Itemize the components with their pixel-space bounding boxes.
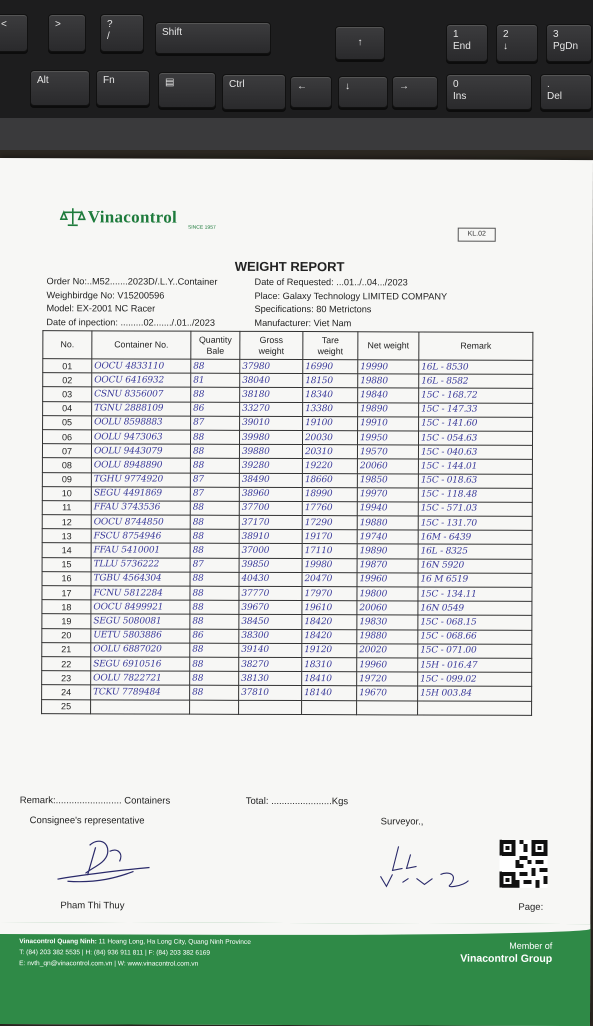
cell-tare: 18410 bbox=[302, 672, 357, 686]
cell-quantity: 88 bbox=[190, 515, 239, 529]
key-menu: ▤ bbox=[158, 72, 216, 108]
office-address: 11 Hoang Long, Ha Long City, Quang Ninh Province bbox=[96, 938, 251, 946]
cell-remark: 15C - 141.60 bbox=[419, 417, 533, 432]
group-name: Vinacontrol Group bbox=[460, 952, 553, 965]
cell-container-no: TGBU 4564304 bbox=[91, 572, 190, 587]
cell-tare: 18990 bbox=[302, 487, 357, 501]
key-left-arrow: ← bbox=[290, 76, 332, 108]
key-numpad-1: 1 End bbox=[446, 24, 488, 62]
cell-remark: 16N 0549 bbox=[418, 601, 532, 616]
cell-remark: 15C - 071.00 bbox=[418, 644, 532, 659]
cell-container-no: TLLU 5736222 bbox=[91, 557, 190, 572]
cell-quantity: 88 bbox=[191, 430, 240, 444]
cell-tare: 20470 bbox=[302, 572, 357, 586]
cell-net: 19840 bbox=[358, 388, 419, 402]
cell-remark: 16 M 6519 bbox=[418, 573, 532, 588]
cell-container-no: TCKU 7789484 bbox=[91, 685, 190, 700]
cell-quantity: 88 bbox=[191, 359, 240, 373]
cell-quantity: 87 bbox=[190, 487, 239, 501]
report-title: WEIGHT REPORT bbox=[234, 258, 345, 275]
cell-remark: 16N 5920 bbox=[418, 559, 532, 574]
cell-quantity: 88 bbox=[190, 529, 239, 543]
cell-tare: 18340 bbox=[303, 388, 358, 402]
office-label: Vinacontrol Quang Ninh: bbox=[19, 938, 97, 946]
cell-container-no: FFAU 5410001 bbox=[91, 543, 190, 558]
cell-quantity: 88 bbox=[190, 685, 239, 699]
cell-remark: 15C - 131.70 bbox=[418, 516, 532, 531]
footer-curve bbox=[0, 922, 590, 936]
cell-no: 11 bbox=[42, 501, 91, 515]
cell-gross: 38300 bbox=[239, 629, 302, 643]
cell-remark: 16L - 8325 bbox=[418, 544, 532, 559]
cell-net: 19960 bbox=[357, 658, 418, 672]
cell-no: 02 bbox=[43, 373, 92, 387]
cell-remark: 15C - 144.01 bbox=[418, 459, 532, 474]
cell-remark: 15C - 068.15 bbox=[418, 615, 532, 630]
cell-no: 08 bbox=[42, 458, 91, 472]
cell-net: 19570 bbox=[357, 445, 418, 459]
cell-tare: 20030 bbox=[303, 430, 358, 444]
cell-net: 19990 bbox=[358, 360, 419, 374]
cell-remark: 15C - 040.63 bbox=[418, 445, 532, 460]
cell-quantity: 88 bbox=[191, 388, 240, 402]
cell-remark: 15C - 134.11 bbox=[418, 587, 532, 602]
cell-quantity: 88 bbox=[190, 643, 239, 657]
office-contacts: E: nvth_qn@vinacontrol.com.vn | W: www.vinacontrol.com.vn bbox=[19, 960, 199, 968]
cell-no: 06 bbox=[43, 430, 92, 444]
cell-quantity: 81 bbox=[191, 373, 240, 387]
member-of: Member of bbox=[509, 940, 553, 951]
place: Place: Galaxy Technology LIMITED COMPANY bbox=[254, 290, 448, 302]
cell-container-no: OOLU 9443079 bbox=[91, 444, 190, 459]
cell-remark: 15H - 016.47 bbox=[418, 658, 532, 673]
cell-tare: 17110 bbox=[302, 544, 357, 558]
cell-net: 19890 bbox=[358, 402, 419, 416]
cell-remark: 15C - 054.63 bbox=[419, 431, 533, 446]
cell-net: 19880 bbox=[357, 629, 418, 643]
table-header-row bbox=[43, 331, 533, 361]
cell-remark bbox=[418, 700, 532, 715]
cell-gross: 38910 bbox=[239, 530, 302, 544]
cell-container-no: OOCU 8499921 bbox=[91, 600, 190, 615]
key-numpad-del: . Del bbox=[540, 74, 592, 110]
cell-net: 19890 bbox=[357, 544, 418, 558]
cell-tare: 20310 bbox=[302, 445, 357, 459]
cell-no: 13 bbox=[42, 529, 91, 543]
page-label: Page: bbox=[518, 901, 544, 913]
cell-tare: 18150 bbox=[303, 374, 358, 388]
key-shift: Shift bbox=[155, 22, 271, 54]
cell-gross: 37980 bbox=[240, 359, 303, 373]
cell-remark: 15C - 118.48 bbox=[418, 488, 532, 503]
cell-container-no: UETU 5803886 bbox=[91, 628, 190, 643]
cell-net: 20060 bbox=[357, 459, 418, 473]
cell-tare: 19120 bbox=[302, 643, 357, 657]
cell-container-no: OOCU 4833110 bbox=[92, 359, 191, 374]
cell-net: 19720 bbox=[357, 672, 418, 686]
cell-tare: 16990 bbox=[303, 360, 358, 374]
key-right-arrow: → bbox=[392, 76, 438, 108]
footer-band bbox=[0, 922, 590, 1026]
cell-no: 05 bbox=[43, 415, 92, 429]
cell-gross: 38130 bbox=[239, 671, 302, 685]
key-down-arrow: ↓ bbox=[338, 76, 388, 108]
cell-net: 19740 bbox=[357, 530, 418, 544]
weight-report-sheet bbox=[0, 158, 593, 1026]
key-ctrl: Ctrl bbox=[222, 74, 286, 110]
cell-gross: 39280 bbox=[239, 459, 302, 473]
cell-remark: 15C - 168.72 bbox=[419, 388, 533, 403]
cell-gross: 37700 bbox=[239, 501, 302, 515]
surveyor-label: Surveyor., bbox=[380, 816, 424, 828]
cell-gross: 37810 bbox=[239, 686, 302, 700]
keyboard-edge bbox=[0, 118, 593, 150]
cell-no: 21 bbox=[42, 642, 91, 656]
key-up-arrow: ↑ bbox=[335, 26, 385, 60]
key-numpad-3: 3 PgDn bbox=[546, 24, 592, 62]
cell-gross: 38490 bbox=[239, 473, 302, 487]
cell-gross: 37000 bbox=[239, 544, 302, 558]
total-kgs: Total: .......................Kgs bbox=[245, 795, 349, 808]
cell-net: 20060 bbox=[357, 601, 418, 615]
meta-right bbox=[254, 276, 447, 331]
cell-net: 19880 bbox=[357, 516, 418, 530]
weighbridge-no: Weighbirdge No: V15200596 bbox=[46, 289, 165, 301]
cell-gross: 33270 bbox=[240, 402, 303, 416]
cell-gross: 38180 bbox=[240, 388, 303, 402]
surveyor-signature bbox=[372, 844, 482, 899]
cell-no: 03 bbox=[43, 387, 92, 401]
weight-table bbox=[41, 330, 533, 715]
cell-no: 22 bbox=[42, 657, 91, 671]
col-header-gross: Gross weight bbox=[240, 331, 303, 359]
cell-quantity: 88 bbox=[190, 544, 239, 558]
cell-net: 19830 bbox=[357, 615, 418, 629]
cell-gross: 39880 bbox=[239, 444, 302, 458]
cell-tare: 18140 bbox=[302, 686, 357, 700]
cell-no: 10 bbox=[42, 486, 91, 500]
cell-tare: 19610 bbox=[302, 601, 357, 615]
cell-quantity: 88 bbox=[190, 615, 239, 629]
cell-quantity: 88 bbox=[190, 586, 239, 600]
cell-quantity: 88 bbox=[190, 444, 239, 458]
cell-net: 19970 bbox=[357, 487, 418, 501]
office-phones: T: (84) 203 382 5535 | H: (84) 936 911 811 | F: (84) 203 382 6169 bbox=[19, 949, 211, 957]
vinacontrol-logo bbox=[60, 206, 216, 231]
footer-contact bbox=[19, 936, 251, 970]
cell-tare: 18420 bbox=[302, 615, 357, 629]
col-header-net: Net weight bbox=[358, 332, 419, 360]
cell-net: 19870 bbox=[357, 558, 418, 572]
cell-remark: 16L - 8530 bbox=[419, 360, 533, 375]
key-numpad-2: 2 ↓ bbox=[496, 24, 538, 62]
cell-no: 19 bbox=[42, 614, 91, 628]
cell-container-no: FCNU 5812284 bbox=[91, 586, 190, 601]
col-header-quantity: Quantity Bale bbox=[191, 331, 240, 359]
qr-code bbox=[499, 840, 547, 888]
cell-no: 16 bbox=[42, 571, 91, 585]
remark-containers: Remark:......................... Containers bbox=[19, 795, 171, 807]
brand-since: SINCE 1957 bbox=[187, 224, 216, 231]
cell-no: 09 bbox=[42, 472, 91, 486]
cell-tare: 18310 bbox=[302, 657, 357, 671]
scales-icon bbox=[60, 206, 88, 228]
brand-name: Vinacontrol bbox=[87, 207, 178, 227]
footer-membership bbox=[460, 940, 552, 966]
cell-quantity: 88 bbox=[190, 671, 239, 685]
cell-no: 07 bbox=[42, 444, 91, 458]
table-body bbox=[42, 359, 533, 715]
cell-tare: 18420 bbox=[302, 629, 357, 643]
col-header-no: No. bbox=[43, 331, 92, 359]
cell-quantity bbox=[190, 700, 239, 714]
cell-container-no: FFAU 3743536 bbox=[91, 501, 190, 516]
signer-name: Pham Thi Thuy bbox=[60, 900, 125, 912]
cell-tare bbox=[302, 700, 357, 714]
cell-quantity: 87 bbox=[190, 473, 239, 487]
model: Model: EX-2001 NC Racer bbox=[46, 303, 156, 314]
consignee-signature bbox=[37, 833, 157, 898]
manufacturer: Manufacturer: Viet Nam bbox=[254, 317, 352, 329]
requested-date: Date of Requested: ...01../..04.../2023 bbox=[254, 276, 408, 288]
cell-net: 20020 bbox=[357, 643, 418, 657]
col-header-tare: Tare weight bbox=[303, 332, 358, 360]
cell-container-no: FSCU 8754946 bbox=[91, 529, 190, 544]
cell-quantity: 87 bbox=[190, 558, 239, 572]
col-header-remark: Remark bbox=[419, 332, 533, 360]
cell-container-no: OOLU 8948890 bbox=[91, 458, 190, 473]
cell-container-no: SEGU 4491869 bbox=[91, 487, 190, 502]
cell-container-no bbox=[91, 699, 190, 714]
cell-container-no: OOLU 9473063 bbox=[92, 430, 191, 445]
cell-no: 25 bbox=[42, 699, 91, 713]
cell-no: 17 bbox=[42, 586, 91, 600]
cell-no: 15 bbox=[42, 557, 91, 571]
meta-left bbox=[46, 275, 217, 330]
cell-gross: 40430 bbox=[239, 572, 302, 586]
cell-gross: 39980 bbox=[240, 430, 303, 444]
cell-net bbox=[357, 700, 418, 714]
cell-gross: 39670 bbox=[239, 601, 302, 615]
inspection-date: Date of inpection: .........02......./.01../2023 bbox=[46, 316, 215, 328]
cell-container-no: OOCU 8744850 bbox=[91, 515, 190, 530]
cell-gross: 38450 bbox=[239, 615, 302, 629]
cell-no: 23 bbox=[42, 671, 91, 685]
cell-quantity: 86 bbox=[190, 629, 239, 643]
cell-no: 01 bbox=[43, 359, 92, 373]
cell-quantity: 86 bbox=[191, 402, 240, 416]
order-no: Order No:..M52.......2023D/.L.Y..Container bbox=[46, 276, 218, 287]
cell-tare: 19100 bbox=[303, 416, 358, 430]
cell-quantity: 88 bbox=[190, 501, 239, 515]
cell-net: 19850 bbox=[357, 473, 418, 487]
specifications: Specifications: 80 Metrictons bbox=[254, 304, 372, 315]
cell-tare: 18660 bbox=[302, 473, 357, 487]
cell-container-no: OOLU 6887020 bbox=[91, 643, 190, 658]
cell-container-no: SEGU 5080081 bbox=[91, 614, 190, 629]
cell-gross bbox=[239, 700, 302, 714]
cell-tare: 13380 bbox=[303, 402, 358, 416]
cell-tare: 17290 bbox=[302, 516, 357, 530]
key-question: ? / bbox=[100, 14, 144, 52]
cell-quantity: 88 bbox=[190, 600, 239, 614]
cell-tare: 17760 bbox=[302, 501, 357, 515]
cell-container-no: OOLU 7822721 bbox=[91, 671, 190, 686]
keyboard-background bbox=[0, 0, 593, 150]
cell-container-no: CSNU 8356007 bbox=[92, 387, 191, 402]
form-code-box: KL.02 bbox=[458, 228, 496, 242]
cell-no: 24 bbox=[42, 685, 91, 699]
key-alt: Alt bbox=[30, 70, 90, 106]
cell-gross: 39010 bbox=[240, 416, 303, 430]
cell-quantity: 88 bbox=[190, 657, 239, 671]
cell-gross: 38270 bbox=[239, 657, 302, 671]
cell-net: 19910 bbox=[358, 416, 419, 430]
cell-gross: 39850 bbox=[239, 558, 302, 572]
cell-net: 19960 bbox=[357, 573, 418, 587]
cell-quantity: 88 bbox=[190, 572, 239, 586]
table-row bbox=[42, 699, 532, 715]
cell-no: 04 bbox=[43, 401, 92, 415]
cell-no: 12 bbox=[42, 515, 91, 529]
cell-gross: 37770 bbox=[239, 586, 302, 600]
cell-net: 19880 bbox=[358, 374, 419, 388]
key-less-than: < bbox=[0, 14, 28, 52]
cell-container-no: TGNU 2888109 bbox=[92, 401, 191, 416]
cell-no: 14 bbox=[42, 543, 91, 557]
key-greater-than: > bbox=[48, 14, 86, 52]
cell-container-no: OOLU 8598883 bbox=[92, 416, 191, 431]
cell-remark: 16L - 8582 bbox=[419, 374, 533, 389]
consignee-label: Consignee's representative bbox=[29, 815, 145, 827]
cell-no: 18 bbox=[42, 600, 91, 614]
cell-container-no: OOCU 6416932 bbox=[92, 373, 191, 388]
key-numpad-0: 0 Ins bbox=[446, 74, 532, 110]
cell-net: 19800 bbox=[357, 587, 418, 601]
cell-net: 19670 bbox=[357, 686, 418, 700]
cell-tare: 19220 bbox=[302, 459, 357, 473]
cell-gross: 39140 bbox=[239, 643, 302, 657]
cell-remark: 15C - 571.03 bbox=[418, 502, 532, 517]
cell-tare: 19980 bbox=[302, 558, 357, 572]
cell-net: 19940 bbox=[357, 502, 418, 516]
cell-remark: 15C - 099.02 bbox=[418, 672, 532, 687]
cell-quantity: 87 bbox=[191, 416, 240, 430]
cell-container-no: TGHU 9774920 bbox=[91, 472, 190, 487]
cell-gross: 38960 bbox=[239, 487, 302, 501]
cell-remark: 15C - 018.63 bbox=[418, 473, 532, 488]
col-header-container: Container No. bbox=[92, 331, 191, 359]
cell-container-no: SEGU 6910516 bbox=[91, 657, 190, 672]
cell-gross: 38040 bbox=[240, 374, 303, 388]
cell-remark: 16M - 6439 bbox=[418, 530, 532, 545]
cell-tare: 17970 bbox=[302, 587, 357, 601]
cell-net: 19950 bbox=[358, 431, 419, 445]
cell-quantity: 88 bbox=[190, 458, 239, 472]
key-fn: Fn bbox=[96, 70, 150, 106]
cell-tare: 19170 bbox=[302, 530, 357, 544]
cell-no: 20 bbox=[42, 628, 91, 642]
cell-gross: 37170 bbox=[239, 515, 302, 529]
cell-remark: 15C - 147.33 bbox=[419, 403, 533, 418]
cell-remark: 15H 003.84 bbox=[418, 686, 532, 701]
cell-remark: 15C - 068.66 bbox=[418, 630, 532, 645]
